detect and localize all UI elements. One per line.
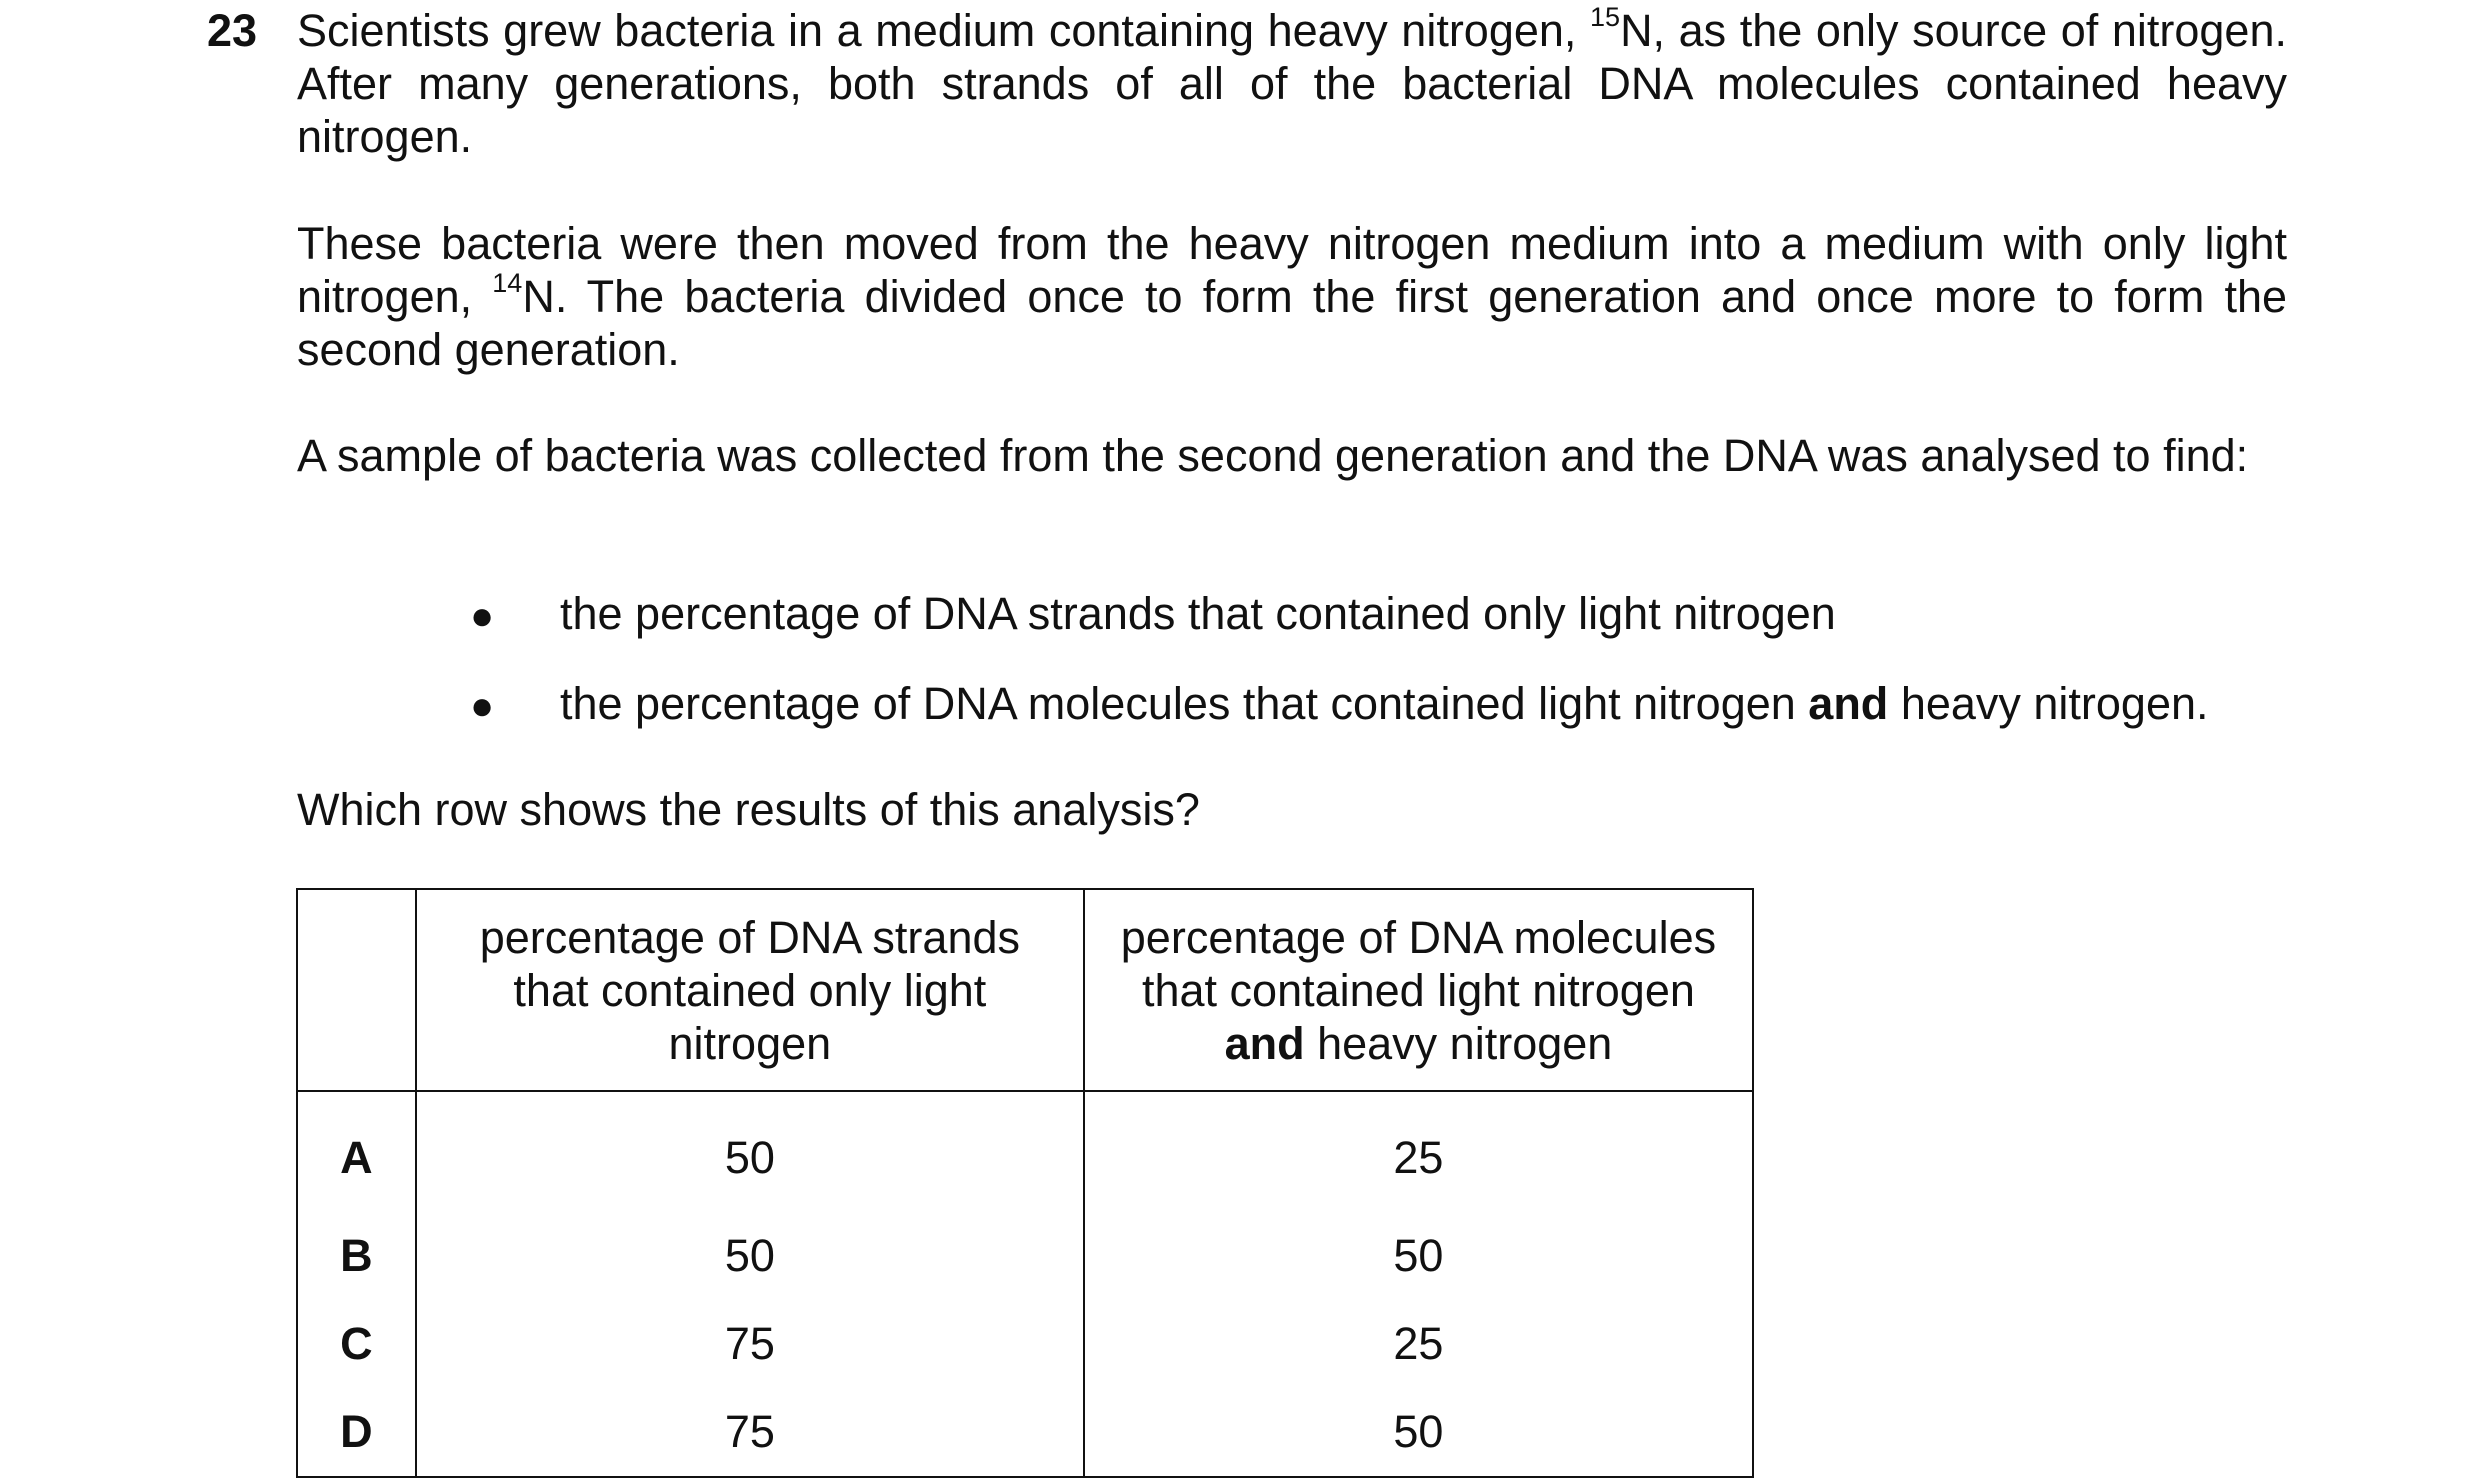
question-prompt: Which row shows the results of this analysis?: [297, 784, 1200, 835]
row-molecules-value: 25: [1084, 1300, 1753, 1388]
header-strands-line2: that contained only light: [513, 964, 987, 1016]
header-cell-strands: [416, 889, 1084, 1091]
answer-table: [296, 888, 1754, 1478]
header-molecules-line3: heavy nitrogen: [1304, 1017, 1613, 1069]
bullet-text-b: heavy nitrogen.: [1888, 678, 2209, 729]
row-molecules-value: 50: [1084, 1388, 1753, 1477]
paragraph-intro-text-b: N, as the only source of nitrogen. After many generations, both strands of all of the bacterial DNA molecules contained heavy nitrogen.: [297, 5, 2287, 162]
bullet-text-bold: and: [1808, 678, 1889, 729]
header-cell-blank: [297, 889, 416, 1091]
table-row: [297, 1091, 1753, 1212]
row-strands-value: 75: [416, 1388, 1084, 1477]
bullet-text: the percentage of DNA strands that contained only light nitrogen: [560, 588, 1836, 639]
bullet-item: [470, 677, 2209, 733]
table-row: [297, 1388, 1753, 1477]
row-letter: B: [297, 1212, 416, 1300]
row-strands-value: 50: [416, 1091, 1084, 1212]
header-strands-line3: nitrogen: [668, 1017, 832, 1069]
row-molecules-value: 50: [1084, 1212, 1753, 1300]
header-molecules-line2: that contained light nitrogen: [1141, 964, 1695, 1016]
bullet-text-a: the percentage of DNA molecules that contained light nitrogen: [560, 678, 1809, 729]
row-strands-value: 50: [416, 1212, 1084, 1300]
bullet-icon: ●: [470, 594, 495, 638]
row-letter: D: [297, 1388, 416, 1477]
row-letter: A: [297, 1091, 416, 1212]
header-cell-molecules: [1084, 889, 1753, 1091]
header-strands-line1: percentage of DNA strands: [479, 911, 1020, 963]
bullet-text: [560, 677, 2209, 730]
table-row: [297, 1212, 1753, 1300]
table-row: [297, 1300, 1753, 1388]
bullet-icon: ●: [470, 684, 495, 728]
table-header-row: [297, 889, 1753, 1091]
isotope-superscript-14: 14: [492, 268, 523, 298]
question-number: 23: [207, 5, 258, 56]
paragraph-transfer-text-b: N. The bacteria divided once to form the first generation and once more to form the second generation.: [297, 271, 2288, 375]
header-molecules-line1: percentage of DNA molecules: [1120, 911, 1717, 963]
paragraph-transfer-text-a: These bacteria were then moved from the heavy nitrogen medium into a medium with only light nitrogen,: [297, 218, 2287, 322]
bullet-item: [470, 587, 1836, 643]
row-molecules-value: 25: [1084, 1091, 1753, 1212]
paragraph-sample: A sample of bacteria was collected from the second generation and the DNA was analysed to find:: [297, 430, 2249, 481]
isotope-superscript-15: 15: [1590, 2, 1621, 32]
paragraph-transfer: [297, 217, 2287, 376]
header-molecules-bold: and: [1224, 1017, 1305, 1069]
paragraph-intro-text-a: Scientists grew bacteria in a medium containing heavy nitrogen,: [297, 5, 1591, 56]
row-letter: C: [297, 1300, 416, 1388]
paragraph-intro: [297, 4, 2287, 163]
row-strands-value: 75: [416, 1300, 1084, 1388]
